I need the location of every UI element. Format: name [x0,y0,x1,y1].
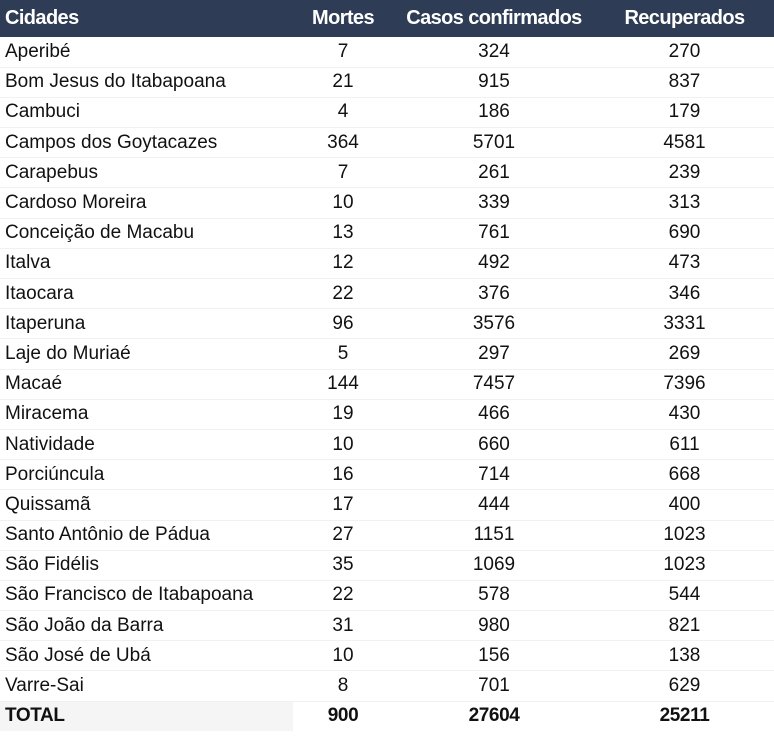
city-name-cell: Quissamã [0,490,293,520]
confirmed-cases-cell: 701 [393,671,595,701]
deaths-cell: 364 [293,128,393,158]
city-name-cell: Laje do Muriaé [0,339,293,369]
deaths-cell: 22 [293,580,393,610]
deaths-cell: 19 [293,399,393,429]
recovered-cell: 179 [595,97,774,127]
city-name-cell: São José de Ubá [0,641,293,671]
table-row [0,671,774,701]
city-name-cell: Natividade [0,429,293,459]
recovered-cell: 4581 [595,128,774,158]
confirmed-cases-cell: 578 [393,580,595,610]
recovered-cell: 1023 [595,550,774,580]
confirmed-cases-cell: 324 [393,37,595,67]
deaths-cell: 5 [293,339,393,369]
city-name-cell: Italva [0,248,293,278]
deaths-cell: 22 [293,279,393,309]
table-row [0,550,774,580]
confirmed-cases-cell: 980 [393,611,595,641]
table-row [0,309,774,339]
city-name-cell: Santo Antônio de Pádua [0,520,293,550]
recovered-cell: 837 [595,67,774,97]
header-confirmed-cases: Casos confirmados [406,7,582,29]
deaths-cell: 17 [293,490,393,520]
deaths-cell: 10 [293,641,393,671]
table-row [0,248,774,278]
deaths-cell: 144 [293,369,393,399]
table-row [0,520,774,550]
table-row [0,97,774,127]
table-row [0,429,774,459]
city-name-cell: São Fidélis [0,550,293,580]
city-name-cell: Conceição de Macabu [0,218,293,248]
deaths-cell: 10 [293,429,393,459]
recovered-cell: 346 [595,279,774,309]
recovered-cell: 313 [595,188,774,218]
recovered-cell: 3331 [595,309,774,339]
deaths-cell: 35 [293,550,393,580]
city-name-cell: Itaperuna [0,309,293,339]
deaths-cell: 8 [293,671,393,701]
confirmed-cases-cell: 444 [393,490,595,520]
city-name-cell: Itaocara [0,279,293,309]
deaths-cell: 13 [293,218,393,248]
table-header-row [0,0,774,37]
table-row [0,279,774,309]
confirmed-cases-cell: 714 [393,460,595,490]
recovered-cell: 668 [595,460,774,490]
header-recovered: Recuperados [624,7,745,29]
city-name-cell: Campos dos Goytacazes [0,128,293,158]
confirmed-cases-cell: 297 [393,339,595,369]
city-name-cell: Cambuci [0,97,293,127]
table-row [0,490,774,520]
city-name-cell: Cardoso Moreira [0,188,293,218]
deaths-cell: 7 [293,158,393,188]
city-name-cell: Porciúncula [0,460,293,490]
confirmed-cases-cell: 1069 [393,550,595,580]
table-row [0,158,774,188]
total-row [0,701,774,731]
deaths-cell: 31 [293,611,393,641]
deaths-cell: 27 [293,520,393,550]
table-row [0,580,774,610]
header-deaths: Mortes [312,7,374,29]
recovered-cell: 821 [595,611,774,641]
header-cities: Cidades [5,7,79,29]
city-name-cell: Aperibé [0,37,293,67]
confirmed-cases-cell: 339 [393,188,595,218]
recovered-cell: 270 [595,37,774,67]
recovered-cell: 400 [595,490,774,520]
confirmed-cases-cell: 186 [393,97,595,127]
confirmed-cases-cell: 7457 [393,369,595,399]
deaths-cell: 4 [293,97,393,127]
deaths-cell: 16 [293,460,393,490]
confirmed-cases-cell: 1151 [393,520,595,550]
recovered-cell: 473 [595,248,774,278]
confirmed-cases-cell: 376 [393,279,595,309]
table-row [0,611,774,641]
recovered-cell: 239 [595,158,774,188]
total-confirmed-cases: 27604 [468,705,520,727]
confirmed-cases-cell: 5701 [393,128,595,158]
deaths-cell: 12 [293,248,393,278]
table-row [0,128,774,158]
confirmed-cases-cell: 261 [393,158,595,188]
recovered-cell: 269 [595,339,774,369]
deaths-cell: 21 [293,67,393,97]
recovered-cell: 7396 [595,369,774,399]
table-row [0,399,774,429]
total-deaths: 900 [327,705,359,727]
city-name-cell: Carapebus [0,158,293,188]
city-name-cell: Macaé [0,369,293,399]
deaths-cell: 7 [293,37,393,67]
table-row [0,460,774,490]
recovered-cell: 611 [595,429,774,459]
confirmed-cases-cell: 156 [393,641,595,671]
deaths-cell: 10 [293,188,393,218]
city-name-cell: São Francisco de Itabapoana [0,580,293,610]
city-name-cell: Bom Jesus do Itabapoana [0,67,293,97]
table-row [0,369,774,399]
recovered-cell: 138 [595,641,774,671]
recovered-cell: 629 [595,671,774,701]
confirmed-cases-cell: 660 [393,429,595,459]
city-name-cell: Varre-Sai [0,671,293,701]
city-name-cell: Miracema [0,399,293,429]
table-row [0,339,774,369]
table-row [0,37,774,67]
confirmed-cases-cell: 492 [393,248,595,278]
table-body [0,37,774,701]
deaths-cell: 96 [293,309,393,339]
recovered-cell: 544 [595,580,774,610]
confirmed-cases-cell: 466 [393,399,595,429]
recovered-cell: 430 [595,399,774,429]
total-recovered: 25211 [659,705,710,727]
confirmed-cases-cell: 3576 [393,309,595,339]
table-row [0,188,774,218]
confirmed-cases-cell: 915 [393,67,595,97]
total-label: TOTAL [0,701,293,731]
recovered-cell: 1023 [595,520,774,550]
table-row [0,218,774,248]
recovered-cell: 690 [595,218,774,248]
table-row [0,641,774,671]
table-row [0,67,774,97]
confirmed-cases-cell: 761 [393,218,595,248]
city-name-cell: São João da Barra [0,611,293,641]
